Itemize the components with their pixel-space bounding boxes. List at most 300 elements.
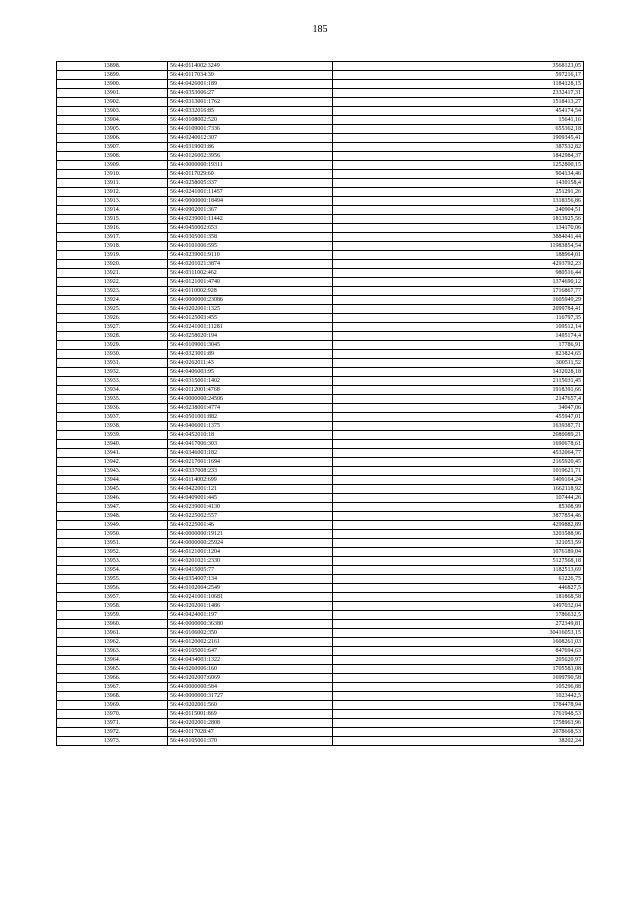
row-number-cell: 13954. [57,566,168,575]
table-row [57,71,584,80]
row-number-cell: 13948. [57,512,168,521]
table-row [57,710,584,719]
value-cell: 251291,26 [333,188,584,197]
cadastral-number-cell: 56:44:0115001:869 [168,710,333,719]
cadastral-number-cell: 56:44:0409001:445 [168,494,333,503]
cadastral-number-cell: 56:44:0217001:1694 [168,458,333,467]
cadastral-number-cell: 56:44:0108002:520 [168,116,333,125]
value-cell: 4532064,77 [333,449,584,458]
row-number-cell: 13931. [57,359,168,368]
table-row [57,476,584,485]
value-cell: 1909345,41 [333,134,584,143]
value-cell: 3203588,96 [333,530,584,539]
row-number-cell: 13940. [57,440,168,449]
value-cell: 1699790,58 [333,674,584,683]
cadastral-number-cell: 56:44:0452010:18 [168,431,333,440]
cadastral-number-cell: 56:44:0501001:882 [168,413,333,422]
value-cell: 1019621,71 [333,467,584,476]
row-number-cell: 13926. [57,314,168,323]
cadastral-number-cell: 56:44:0260006:160 [168,665,333,674]
cadastral-number-cell: 56:44:0121001:1204 [168,548,333,557]
value-cell: 1497032,04 [333,602,584,611]
row-number-cell: 13936. [57,404,168,413]
table-row [57,701,584,710]
value-cell: 1705583,08 [333,665,584,674]
value-cell: 61226,75 [333,575,584,584]
cadastral-number-cell: 56:44:0258005:337 [168,179,333,188]
cadastral-number-cell: 56:44:0239001:9110 [168,251,333,260]
row-number-cell: 13944. [57,476,168,485]
table-row [57,647,584,656]
row-number-cell: 13972. [57,728,168,737]
value-cell: 454174,54 [333,107,584,116]
table-row [57,152,584,161]
table-row [57,593,584,602]
table-row [57,377,584,386]
value-cell: 1786632,5 [333,611,584,620]
row-number-cell: 13950. [57,530,168,539]
value-cell: 1784478,94 [333,701,584,710]
value-cell: 1690678,61 [333,440,584,449]
value-cell: 597216,17 [333,71,584,80]
cadastral-number-cell: 56:44:0000000:23086 [168,296,333,305]
value-cell: 1813925,56 [333,215,584,224]
cadastral-number-cell: 56:44:0311002:462 [168,269,333,278]
cadastral-number-cell: 56:44:0110002:928 [168,287,333,296]
cadastral-number-cell: 56:44:0000000:19121 [168,530,333,539]
row-number-cell: 13938. [57,422,168,431]
table-row [57,422,584,431]
table-row [57,89,584,98]
value-cell: 2165920,45 [333,458,584,467]
table-row [57,62,584,71]
row-number-cell: 13951. [57,539,168,548]
row-number-cell: 13968. [57,692,168,701]
row-number-cell: 13928. [57,332,168,341]
cadastral-number-cell: 56:44:0117034:30 [168,71,333,80]
value-cell: 980516,44 [333,269,584,278]
cadastral-number-cell: 56:44:0125003:455 [168,314,333,323]
table-row [57,548,584,557]
row-number-cell: 13918. [57,242,168,251]
cadastral-number-cell: 56:44:0000000:36380 [168,620,333,629]
cadastral-number-cell: 56:44:0101006:595 [168,242,333,251]
row-number-cell: 13959. [57,611,168,620]
cadastral-number-cell: 56:44:0241001:11457 [168,188,333,197]
table-row [57,629,584,638]
row-number-cell: 13945. [57,485,168,494]
table-row [57,332,584,341]
value-cell: 1432028,18 [333,368,584,377]
row-number-cell: 13943. [57,467,168,476]
table-row [57,728,584,737]
cadastral-number-cell: 56:44:0117029:60 [168,170,333,179]
table-row [57,188,584,197]
row-number-cell: 13961. [57,629,168,638]
table-row [57,161,584,170]
row-number-cell: 13964. [57,656,168,665]
cadastral-number-cell: 56:44:0126002:3956 [168,152,333,161]
table-row [57,530,584,539]
cadastral-number-cell: 56:44:0000000:19311 [168,161,333,170]
cadastral-number-cell: 56:44:0319003:86 [168,143,333,152]
value-cell: 34047,06 [333,404,584,413]
value-cell: 387532,82 [333,143,584,152]
value-cell: 1182513,69 [333,566,584,575]
row-number-cell: 13911. [57,179,168,188]
cadastral-number-cell: 56:44:0426001:189 [168,80,333,89]
cadastral-number-cell: 56:44:0406001:1375 [168,422,333,431]
row-number-cell: 13941. [57,449,168,458]
table-row [57,395,584,404]
cadastral-number-cell: 56:44:0323001:89 [168,350,333,359]
table-row [57,521,584,530]
row-number-cell: 13946. [57,494,168,503]
cadastral-number-cell: 56:44:0109001:7336 [168,125,333,134]
cadastral-number-cell: 56:44:0353006:27 [168,89,333,98]
cadastral-number-cell: 56:44:0337008:233 [168,467,333,476]
row-number-cell: 13912. [57,188,168,197]
cadastral-number-cell: 56:44:0000000:24506 [168,395,333,404]
row-number-cell: 13914. [57,206,168,215]
row-number-cell: 13947. [57,503,168,512]
value-cell: 15641,16 [333,116,584,125]
row-number-cell: 13970. [57,710,168,719]
table-row [57,224,584,233]
page-number: 185 [312,24,328,35]
table-row [57,278,584,287]
value-cell: 1662118,92 [333,485,584,494]
value-cell: 5127568,18 [333,557,584,566]
value-cell: 904134,46 [333,170,584,179]
value-cell: 655362,18 [333,125,584,134]
value-cell: 1758963,96 [333,719,584,728]
row-number-cell: 13966. [57,674,168,683]
cadastral-number-cell: 56:44:0105001:647 [168,647,333,656]
cadastral-number-cell: 56:44:0450002:653 [168,224,333,233]
row-number-cell: 13913. [57,197,168,206]
row-number-cell: 13962. [57,638,168,647]
table-row [57,683,584,692]
value-cell: 2147657,4 [333,395,584,404]
value-cell: 2078668,53 [333,728,584,737]
table-row [57,440,584,449]
table-row [57,719,584,728]
cadastral-number-cell: 56:44:0120002:2161 [168,638,333,647]
cadastral-number-cell: 56:44:0262011:43 [168,359,333,368]
cadastral-number-cell: 56:44:0000000:584 [168,683,333,692]
table-row [57,584,584,593]
row-number-cell: 13916. [57,224,168,233]
value-cell: 1076189,04 [333,548,584,557]
table-row [57,404,584,413]
cadastral-number-cell: 56:44:0105001:370 [168,737,333,746]
row-number-cell: 13935. [57,395,168,404]
value-cell: 2080089,21 [333,431,584,440]
cadastral-number-cell: 56:44:0201021:2330 [168,557,333,566]
cadastral-number-cell: 56:44:0114002:3249 [168,62,333,71]
value-cell: 455947,01 [333,413,584,422]
row-number-cell: 13933. [57,377,168,386]
cadastral-number-cell: 56:44:0117028:47 [168,728,333,737]
table-row [57,233,584,242]
table-row [57,449,584,458]
value-cell: 1639387,71 [333,422,584,431]
row-number-cell: 13925. [57,305,168,314]
row-number-cell: 13939. [57,431,168,440]
registry-table-body [57,62,584,746]
cadastral-number-cell: 56:44:0406003:95 [168,368,333,377]
value-cell: 2332417,31 [333,89,584,98]
row-number-cell: 13927. [57,323,168,332]
cadastral-number-cell: 56:44:0422001:121 [168,485,333,494]
row-number-cell: 13900. [57,80,168,89]
value-cell: 446827,5 [333,584,584,593]
value-cell: 30416053,15 [333,629,584,638]
cadastral-number-cell: 56:44:0000000:18494 [168,197,333,206]
value-cell: 3877854,46 [333,512,584,521]
row-number-cell: 13929. [57,341,168,350]
row-number-cell: 13904. [57,116,168,125]
row-number-cell: 13953. [57,557,168,566]
cadastral-number-cell: 56:44:0902001:367 [168,206,333,215]
row-number-cell: 13917. [57,233,168,242]
table-row [57,116,584,125]
cadastral-number-cell: 56:44:0434003:1322 [168,656,333,665]
table-row [57,503,584,512]
cadastral-number-cell: 56:44:0241001:11281 [168,323,333,332]
table-row [57,431,584,440]
row-number-cell: 13973. [57,737,168,746]
row-number-cell: 13919. [57,251,168,260]
row-number-cell: 13921. [57,269,168,278]
row-number-cell: 13903. [57,107,168,116]
row-number-cell: 13955. [57,575,168,584]
cadastral-number-cell: 56:44:0121001:4740 [168,278,333,287]
table-row [57,296,584,305]
cadastral-number-cell: 56:44:0241001:10681 [168,593,333,602]
row-number-cell: 13923. [57,287,168,296]
table-row [57,386,584,395]
table-row [57,575,584,584]
table-row [57,368,584,377]
table-row [57,341,584,350]
row-number-cell: 13906. [57,134,168,143]
value-cell: 240904,51 [333,206,584,215]
table-row [57,620,584,629]
value-cell: 188964,01 [333,251,584,260]
value-cell: 1430158,4 [333,179,584,188]
row-number-cell: 13949. [57,521,168,530]
cadastral-number-cell: 56:44:0315001:1402 [168,377,333,386]
cadastral-number-cell: 56:44:0424001:197 [168,611,333,620]
table-row [57,656,584,665]
value-cell: 116797,35 [333,314,584,323]
table-row [57,737,584,746]
row-number-cell: 13965. [57,665,168,674]
cadastral-number-cell: 56:44:0258020:194 [168,332,333,341]
cadastral-number-cell: 56:44:0239001:11442 [168,215,333,224]
table-row [57,350,584,359]
row-number-cell: 13930. [57,350,168,359]
value-cell: 85308,99 [333,503,584,512]
value-cell: 1409164,24 [333,476,584,485]
cadastral-number-cell: 56:44:0415005:77 [168,566,333,575]
cadastral-number-cell: 56:44:0225002:557 [168,512,333,521]
row-number-cell: 13901. [57,89,168,98]
table-row [57,80,584,89]
value-cell: 1374690,12 [333,278,584,287]
value-cell: 1608261,03 [333,638,584,647]
row-number-cell: 13963. [57,647,168,656]
row-number-cell: 13924. [57,296,168,305]
value-cell: 1184128,15 [333,80,584,89]
row-number-cell: 13934. [57,386,168,395]
value-cell: 1716867,77 [333,287,584,296]
row-number-cell: 13932. [57,368,168,377]
cadastral-number-cell: 56:44:0114002:699 [168,476,333,485]
value-cell: 38202,24 [333,737,584,746]
row-number-cell: 13957. [57,593,168,602]
cadastral-number-cell: 56:44:0000000:25924 [168,539,333,548]
registry-table [56,61,584,746]
table-row [57,323,584,332]
value-cell: 1761948,53 [333,710,584,719]
row-number-cell: 13952. [57,548,168,557]
row-number-cell: 13915. [57,215,168,224]
value-cell: 1842984,37 [333,152,584,161]
table-row [57,458,584,467]
table-row [57,665,584,674]
value-cell: 1318356,86 [333,197,584,206]
cadastral-number-cell: 56:44:0202007:6069 [168,674,333,683]
value-cell: 1023442,5 [333,692,584,701]
table-row [57,494,584,503]
value-cell: 321053,59 [333,539,584,548]
table-row [57,98,584,107]
cadastral-number-cell: 56:44:0305001:358 [168,233,333,242]
table-row [57,107,584,116]
table-row [57,305,584,314]
value-cell: 2099784,41 [333,305,584,314]
row-number-cell: 13902. [57,98,168,107]
value-cell: 300511,52 [333,359,584,368]
cadastral-number-cell: 56:44:0106002:350 [168,629,333,638]
cadastral-number-cell: 56:44:0354007:134 [168,575,333,584]
value-cell: 1605949,29 [333,296,584,305]
table-row [57,215,584,224]
cadastral-number-cell: 56:44:0346003:182 [168,449,333,458]
value-cell: 205620,97 [333,656,584,665]
cadastral-number-cell: 56:44:0112001:4768 [168,386,333,395]
table-row [57,260,584,269]
table-row [57,179,584,188]
value-cell: 1918391,66 [333,386,584,395]
cadastral-number-cell: 56:44:0202001:1486 [168,602,333,611]
row-number-cell: 13958. [57,602,168,611]
table-row [57,611,584,620]
cadastral-number-cell: 56:44:0109001:3045 [168,341,333,350]
row-number-cell: 13907. [57,143,168,152]
table-row [57,674,584,683]
cadastral-number-cell: 56:44:0313001:1762 [168,98,333,107]
value-cell: 109512,14 [333,323,584,332]
value-cell: 1518413,27 [333,98,584,107]
value-cell: 134170,06 [333,224,584,233]
value-cell: 4293792,23 [333,260,584,269]
row-number-cell: 13967. [57,683,168,692]
cadastral-number-cell: 56:44:0238001:4774 [168,404,333,413]
row-number-cell: 13898. [57,62,168,71]
cadastral-number-cell: 56:44:0201021:3874 [168,260,333,269]
table-row [57,566,584,575]
table-row [57,314,584,323]
row-number-cell: 13920. [57,260,168,269]
cadastral-number-cell: 56:44:0000000:31727 [168,692,333,701]
cadastral-number-cell: 56:44:0332016:85 [168,107,333,116]
table-row [57,557,584,566]
table-row [57,692,584,701]
table-row [57,485,584,494]
row-number-cell: 13922. [57,278,168,287]
row-number-cell: 13956. [57,584,168,593]
value-cell: 1252800,15 [333,161,584,170]
value-cell: 823824,65 [333,350,584,359]
table-row [57,134,584,143]
cadastral-number-cell: 56:44:0417006:303 [168,440,333,449]
table-row [57,251,584,260]
table-row [57,359,584,368]
row-number-cell: 13971. [57,719,168,728]
value-cell: 11983854,54 [333,242,584,251]
value-cell: 17786,91 [333,341,584,350]
row-number-cell: 13899. [57,71,168,80]
table-row [57,638,584,647]
cadastral-number-cell: 56:44:0102004:2549 [168,584,333,593]
row-number-cell: 13910. [57,170,168,179]
value-cell: 181868,58 [333,593,584,602]
table-row [57,467,584,476]
row-number-cell: 13942. [57,458,168,467]
value-cell: 2115031,45 [333,377,584,386]
cadastral-number-cell: 56:44:0202001:560 [168,701,333,710]
table-row [57,413,584,422]
row-number-cell: 13960. [57,620,168,629]
cadastral-number-cell: 56:44:0240012:307 [168,134,333,143]
table-row [57,206,584,215]
value-cell: 847694,63 [333,647,584,656]
value-cell: 107444,26 [333,494,584,503]
row-number-cell: 13905. [57,125,168,134]
table-row [57,512,584,521]
table-row [57,197,584,206]
value-cell: 105296,88 [333,683,584,692]
value-cell: 4299882,89 [333,521,584,530]
value-cell: 272349,81 [333,620,584,629]
row-number-cell: 13909. [57,161,168,170]
row-number-cell: 13937. [57,413,168,422]
row-number-cell: 13969. [57,701,168,710]
cadastral-number-cell: 56:44:0225001:46 [168,521,333,530]
cadastral-number-cell: 56:44:0239001:4130 [168,503,333,512]
value-cell: 3884041,44 [333,233,584,242]
table-row [57,143,584,152]
value-cell: 3568123,05 [333,62,584,71]
value-cell: 1495174,4 [333,332,584,341]
table-row [57,269,584,278]
cadastral-number-cell: 56:44:0202001:1325 [168,305,333,314]
table-row [57,242,584,251]
